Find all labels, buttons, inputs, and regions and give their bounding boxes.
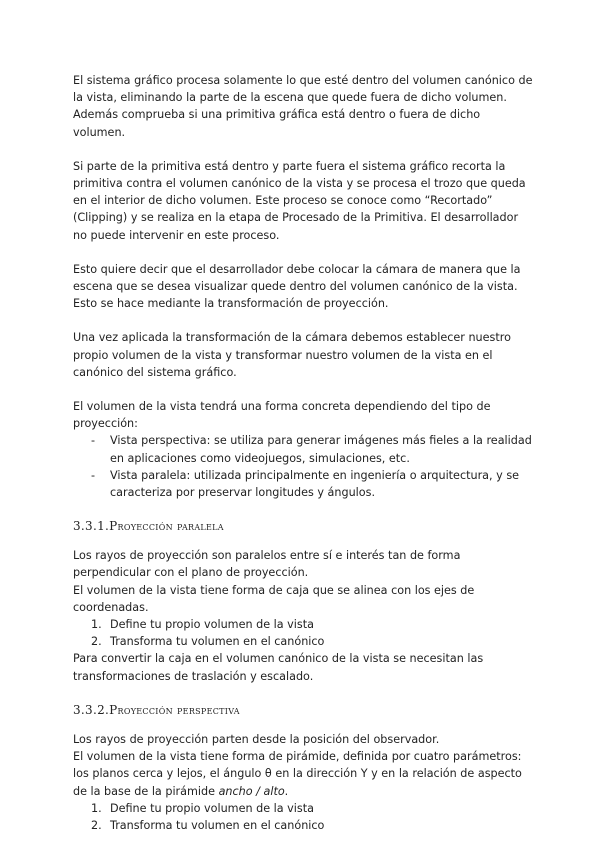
section-heading-perspective: 3.3.2.Proyección perspectiva	[73, 702, 240, 717]
list-marker: 2.	[91, 818, 102, 832]
list-item	[73, 467, 533, 501]
list-marker: 1.	[91, 801, 102, 815]
perspective-volume-text: El volumen de la vista tiene forma de pirámide, definida por cuatro parámetros: los planos cerca y lejos, el ángulo θ en la dirección Y y en la relación de aspecto de la base de la pirámide	[73, 750, 522, 798]
list-item	[73, 616, 533, 633]
list-item-text: Define tu propio volumen de la vista	[110, 618, 314, 632]
paragraph-clipping-intro: El sistema gráfico procesa solamente lo que esté dentro del volumen canónico de la vista, eliminando la parte de la escena que quede fuera de dicho volumen. Además comprueba si una primitiva gráfica está dentro o fuera de dicho volumen.	[73, 74, 533, 139]
document-body	[73, 72, 533, 834]
list-marker: 2.	[91, 635, 102, 649]
paragraph-parallel-volume: El volumen de la vista tiene forma de caja que se alinea con los ejes de coordenadas.	[73, 583, 475, 614]
paragraph-projection-types: El volumen de la vista tendrá una forma concreta dependiendo del tipo de proyección:	[73, 400, 491, 431]
section-heading-parallel: 3.3.1.Proyección paralela	[73, 519, 224, 534]
list-item-text: Transforma tu volumen en el canónico	[110, 635, 325, 649]
list-item-text: Vista perspectiva: se utiliza para generar imágenes más fieles a la realidad en aplicaciones como videojuegos, simulaciones, etc.	[110, 434, 532, 465]
list-marker: -	[91, 468, 96, 482]
list-item	[73, 432, 533, 466]
perspective-steps-list	[73, 800, 533, 834]
list-item	[73, 800, 533, 817]
list-marker: -	[91, 434, 96, 448]
paragraph-perspective-rays: Los rayos de proyección parten desde la posición del observador.	[73, 732, 440, 746]
list-item-text: Transforma tu volumen en el canónico	[110, 818, 325, 832]
paragraph-perspective-volume	[73, 748, 533, 800]
paragraph-parallel-transform: Para convertir la caja en el volumen canónico de la vista se necesitan las transformaciones de traslación y escalado.	[73, 652, 484, 683]
paragraph-camera-placement: Esto quiere decir que el desarrollador debe colocar la cámara de manera que la escena que se desea visualizar quede dentro del volumen canónico de la vista. Esto se hace mediante la transformación de proyección.	[73, 262, 521, 311]
list-item-text: Define tu propio volumen de la vista	[110, 801, 314, 815]
aspect-ratio-term: ancho / alto	[218, 784, 285, 798]
list-marker: 1.	[91, 618, 102, 632]
perspective-volume-suffix: .	[284, 784, 289, 798]
paragraph-clipping-process: Si parte de la primitiva está dentro y parte fuera el sistema gráfico recorta la primitiva contra el volumen canónico de la vista y se procesa el trozo que queda en el interior de dicho volumen. Este proceso se conoce como “Recortado” (Clipping) y se realiza en la etapa de Procesado de la Primitiva. El desarrollador no puede intervenir en este proceso.	[73, 159, 526, 242]
list-item	[73, 817, 533, 834]
list-item	[73, 633, 533, 650]
parallel-steps-list	[73, 616, 533, 650]
list-item-text: Vista paralela: utilizada principalmente en ingeniería o arquitectura, y se caracteriza por preservar longitudes y ángulos.	[110, 468, 520, 500]
projection-types-list	[73, 432, 533, 501]
paragraph-parallel-rays: Los rayos de proyección son paralelos entre sí e interés tan de forma perpendicular con el plano de proyección.	[73, 549, 461, 580]
paragraph-view-volume: Una vez aplicada la transformación de la cámara debemos establecer nuestro propio volumen de la vista y transformar nuestro volumen de la vista en el canónico del sistema gráfico.	[73, 331, 511, 379]
